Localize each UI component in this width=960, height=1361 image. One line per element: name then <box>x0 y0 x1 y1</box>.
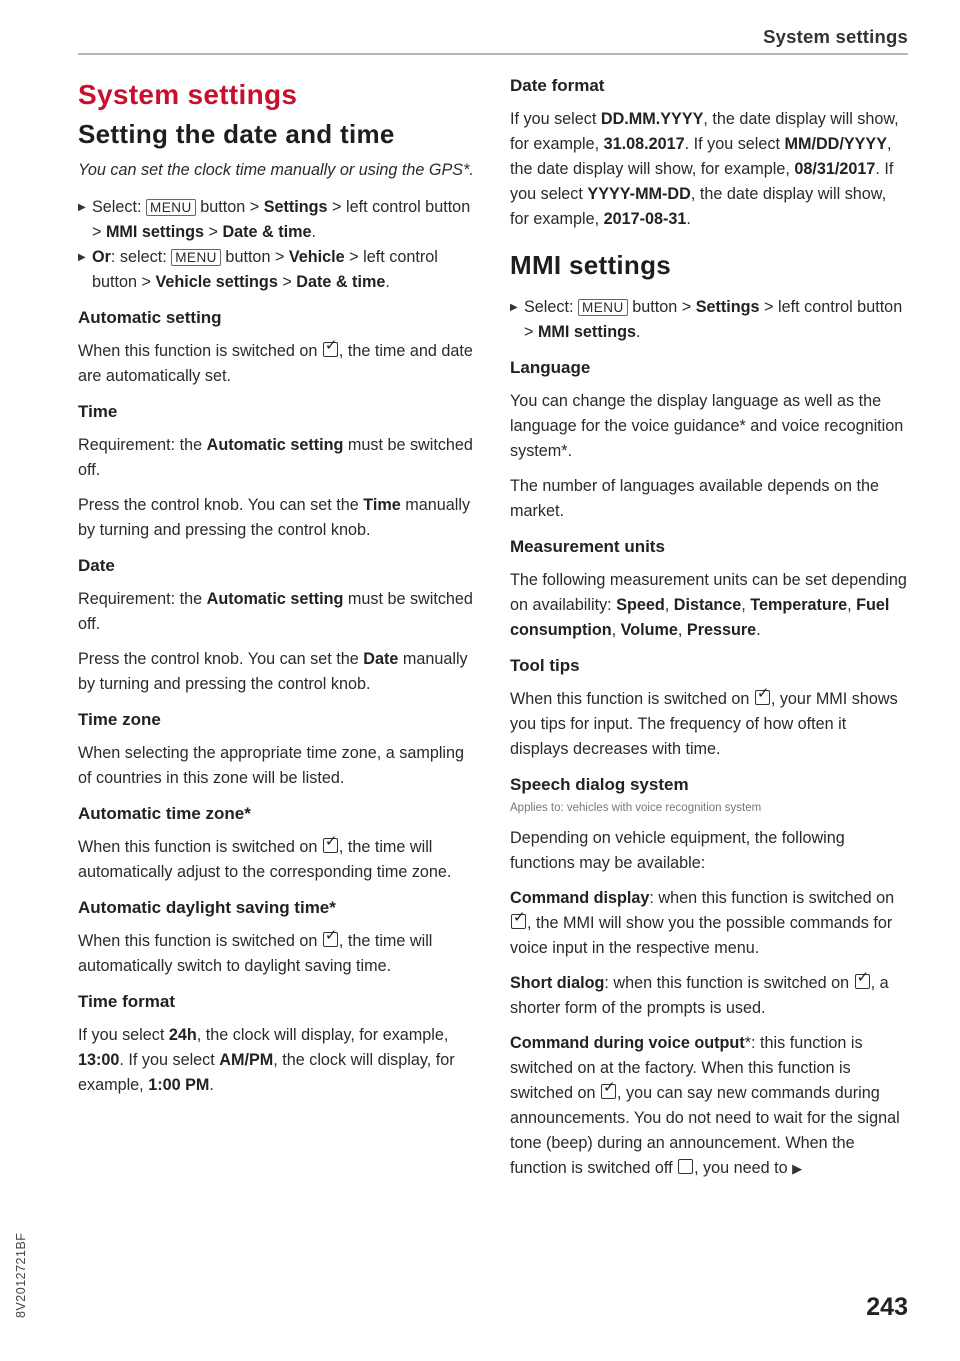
heading-language: Language <box>510 358 591 377</box>
heading-date-format: Date format <box>510 76 605 95</box>
short-dialog-text: Short dialog: when this function is switched on ✓ , a shorter form of the prompts is used. <box>510 969 889 1017</box>
checkbox-checked-icon: ✓ <box>323 932 338 947</box>
command-during-voice-output-text: Command during voice output*: this function is switched on at the factory. When this function is switched on ✓ , you can say new commands during announcements. You do not need to wait for the signal tone (beep) during an announcement. When the function is switched off , you need to ▶ <box>510 1034 900 1177</box>
heading-time: Time <box>78 402 118 421</box>
subsection-title: Setting the date and time <box>78 119 395 149</box>
heading-automatic-time-zone: Automatic time zone* <box>78 804 251 823</box>
running-header: System settings <box>763 26 908 47</box>
step-select-mmi-settings: ▶ Select: MENU button > Settings > left control button > MMI settings. <box>510 295 908 345</box>
menu-key: MENU <box>578 299 628 316</box>
checkbox-checked-icon: ✓ <box>511 914 526 929</box>
step-arrow-icon: ▶ <box>78 252 86 263</box>
heading-speech-dialog: Speech dialog system <box>510 775 689 794</box>
step-arrow-icon: ▶ <box>510 302 518 313</box>
menu-key: MENU <box>146 199 196 216</box>
tool-tips-text: When this function is switched on ✓ , your MMI shows you tips for input. The frequency of how often it displays decreases with time. <box>510 685 898 758</box>
section-title: System settings <box>78 79 298 110</box>
speech-intro: Depending on vehicle equipment, the following functions may be available: <box>510 829 845 872</box>
checkbox-unchecked-icon <box>678 1159 693 1174</box>
menu-key: MENU <box>171 249 221 266</box>
command-display-text: Command display: when this function is switched on ✓ , the MMI will show you the possible commands for voice input in the respective menu. <box>510 889 895 957</box>
page-number: 243 <box>866 1293 908 1321</box>
heading-time-zone: Time zone <box>78 710 161 729</box>
date-format-text: If you select DD.MM.YYYY, the date display will show, for example, 31.08.2017. If you select MM/DD/YYYY, the date display will show, for example, 08/31/2017. If you select YYYY-MM-DD, the date display will show, for example, 2017-08-31. <box>510 110 899 228</box>
date-requirement: Requirement: the Automatic setting must be switched off. <box>78 590 473 633</box>
automatic-time-zone-text: When this function is switched on ✓ , the time will automatically adjust to the corresponding time zone. <box>78 833 452 881</box>
language-text-2: The number of languages available depends on the market. <box>510 477 879 520</box>
heading-tool-tips: Tool tips <box>510 656 580 675</box>
time-zone-text: When selecting the appropriate time zone, a sampling of countries in this zone will be listed. <box>78 744 465 787</box>
heading-date: Date <box>78 556 115 575</box>
document-code: 8V2012721BF <box>14 1232 28 1318</box>
heading-measurement-units: Measurement units <box>510 537 665 556</box>
automatic-dst-text: When this function is switched on ✓ , the time will automatically switch to daylight saving time. <box>78 927 433 975</box>
time-format-text: If you select 24h, the clock will display, for example, 13:00. If you select AM/PM, the clock will display, for example, 1:00 PM. <box>78 1026 455 1094</box>
header-rule <box>78 53 908 55</box>
checkbox-checked-icon: ✓ <box>323 342 338 357</box>
heading-time-format: Time format <box>78 992 175 1011</box>
heading-automatic-dst: Automatic daylight saving time* <box>78 898 336 917</box>
checkbox-checked-icon: ✓ <box>755 690 770 705</box>
time-instructions: Press the control knob. You can set the Time manually by turning and pressing the control knob. <box>78 496 471 539</box>
checkbox-checked-icon: ✓ <box>323 838 338 853</box>
measurement-units-text: The following measurement units can be set depending on availability: Speed, Distance, Temperature, Fuel consumption, Volume, Pressure. <box>510 571 907 639</box>
date-instructions: Press the control knob. You can set the Date manually by turning and pressing the control knob. <box>78 650 468 693</box>
right-column <box>510 75 908 1191</box>
language-text-1: You can change the display language as well as the language for the voice guidance* and voice recognition system*. <box>510 392 904 460</box>
continue-arrow-icon: ▶ <box>792 1161 803 1176</box>
automatic-setting-text: When this function is switched on ✓ , the time and date are automatically set. <box>78 337 473 385</box>
applies-to-note: Applies to: vehicles with voice recognition system <box>510 802 762 814</box>
checkbox-checked-icon: ✓ <box>855 974 870 989</box>
time-requirement: Requirement: the Automatic setting must be switched off. <box>78 436 473 479</box>
step-or-select-date-time: ▶ Or: select: MENU button > Vehicle > left control button > Vehicle settings > Date & time. <box>78 245 476 295</box>
mmi-settings-title: MMI settings <box>510 250 672 280</box>
heading-automatic-setting: Automatic setting <box>78 308 222 327</box>
step-arrow-icon: ▶ <box>78 202 86 213</box>
checkbox-checked-icon: ✓ <box>601 1084 616 1099</box>
step-select-date-time: ▶ Select: MENU button > Settings > left control button > MMI settings > Date & time. <box>78 195 476 245</box>
intro-text: You can set the clock time manually or using the GPS*. <box>78 161 474 179</box>
left-column <box>78 78 476 1108</box>
